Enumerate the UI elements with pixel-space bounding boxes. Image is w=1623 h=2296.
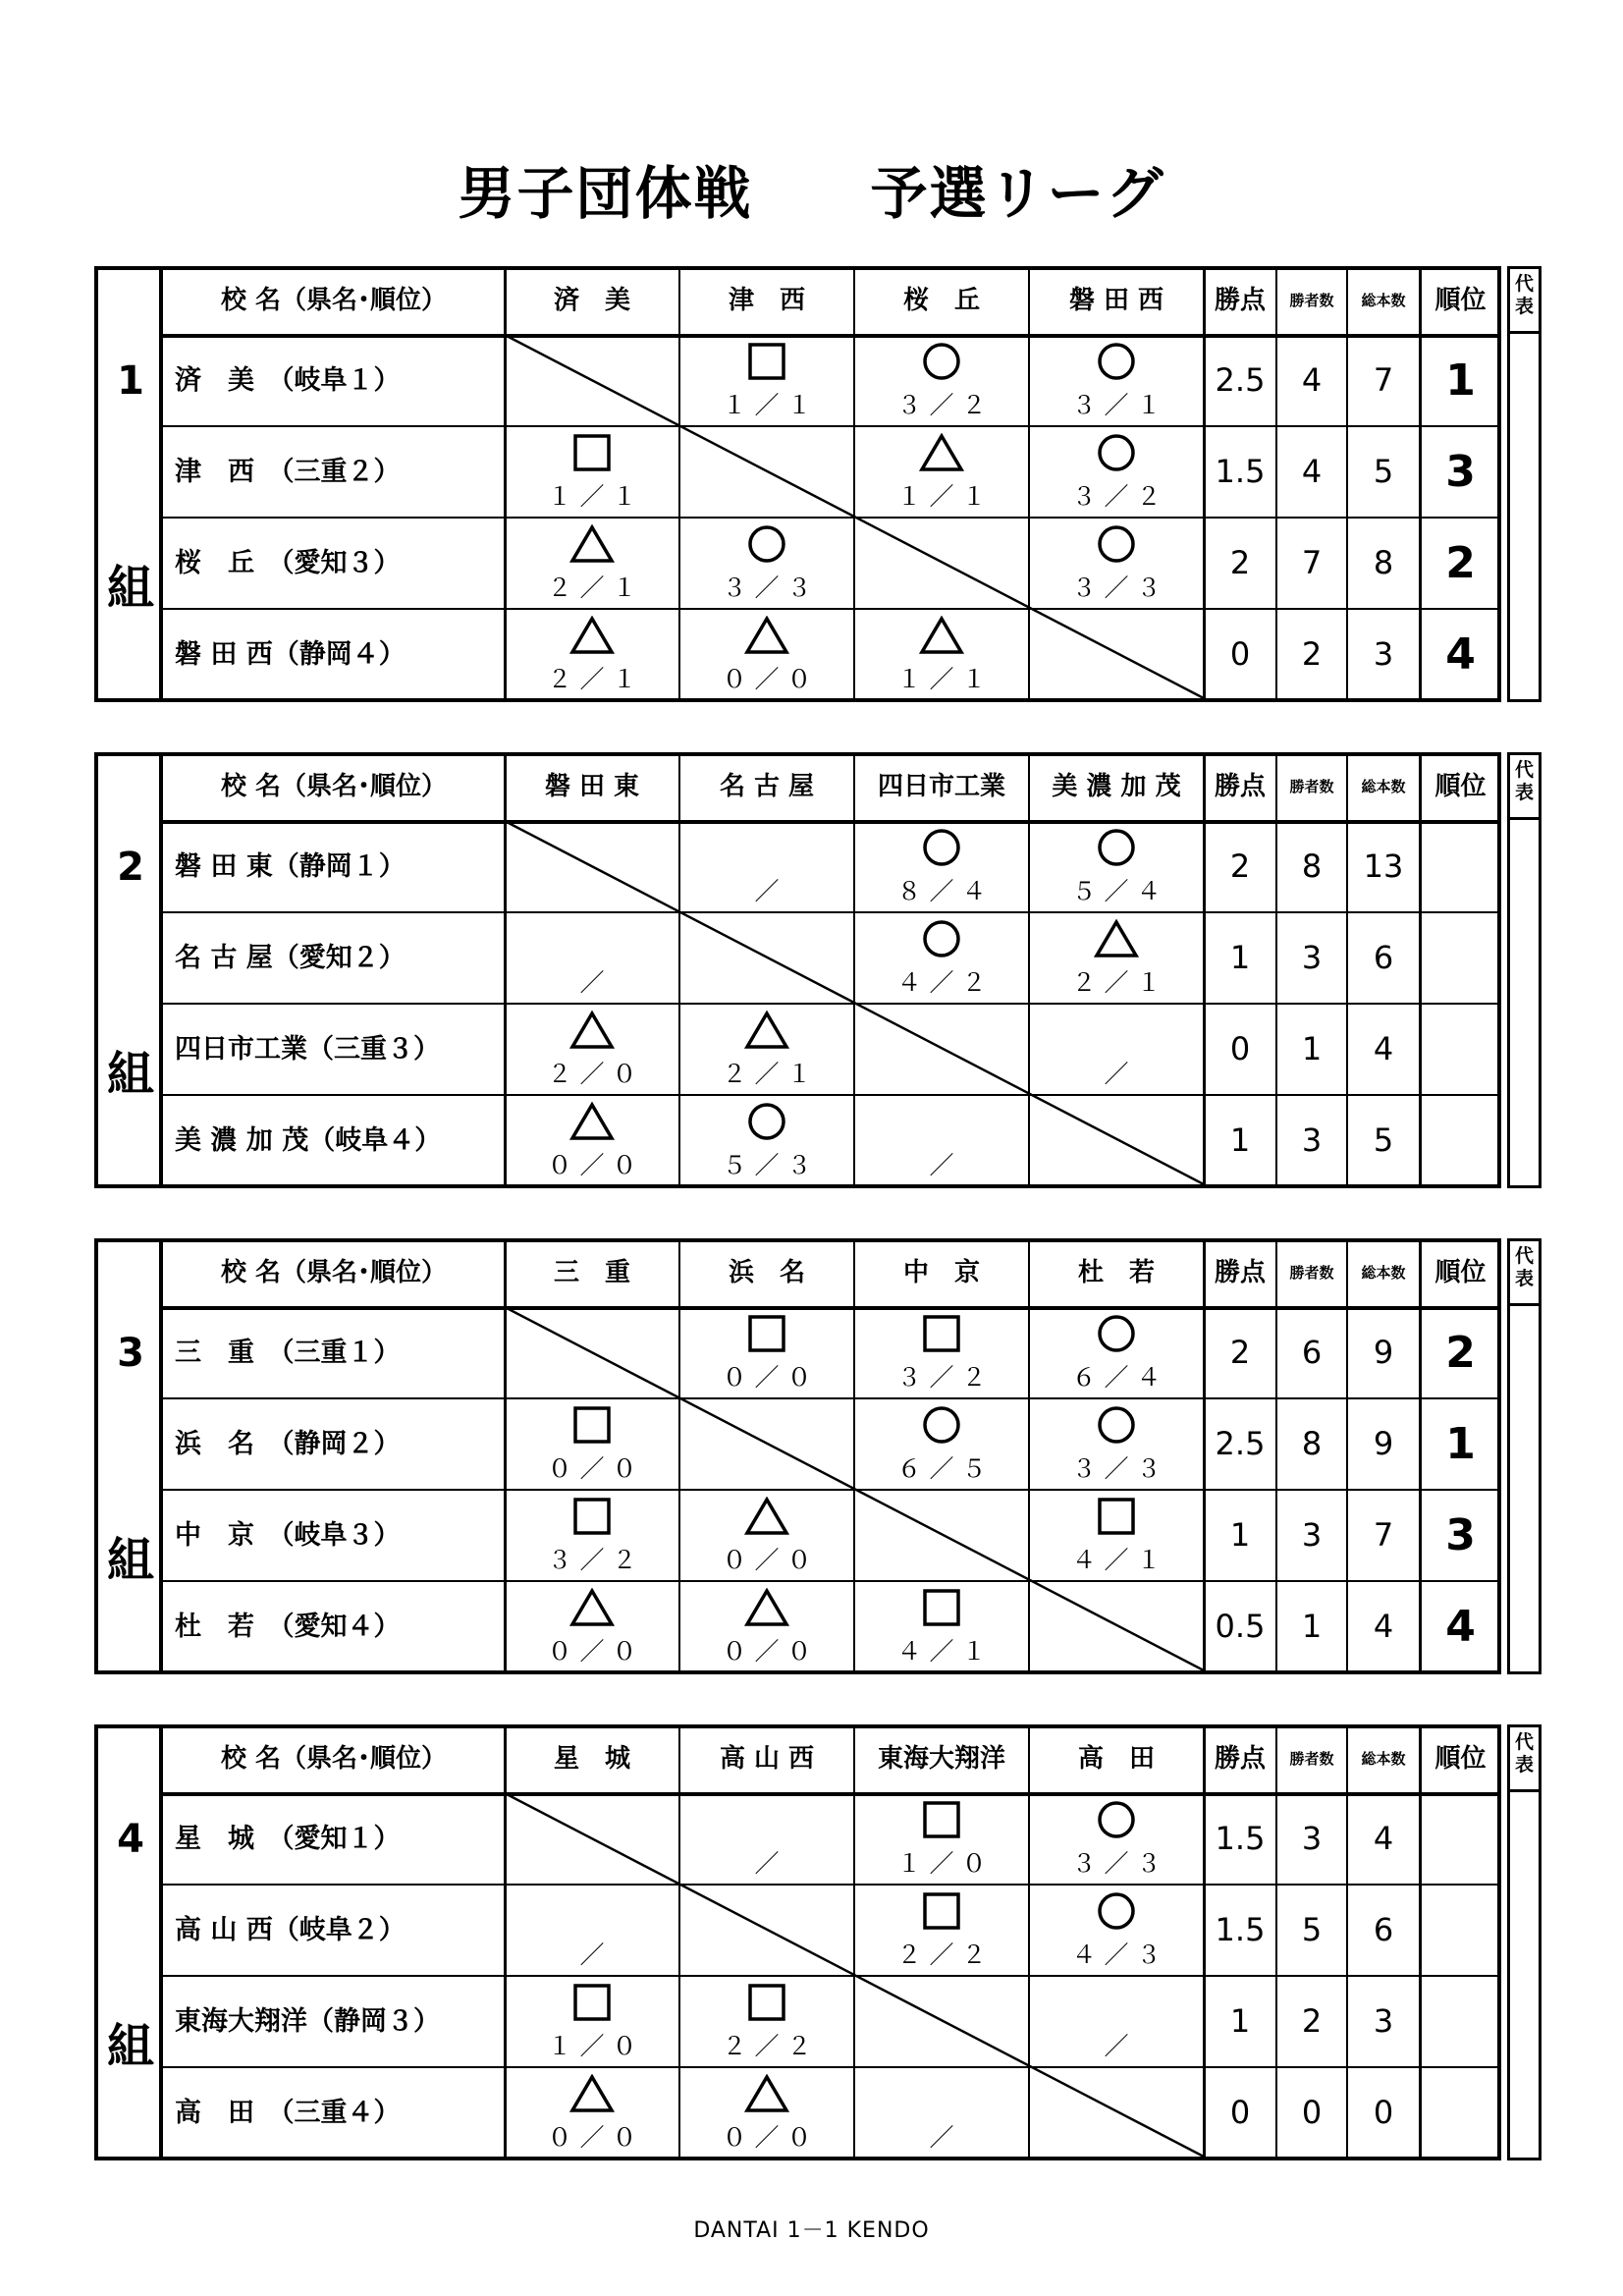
result-triangle-icon [917, 616, 966, 655]
result-triangle-icon [568, 524, 617, 564]
result-circle-icon [917, 1405, 966, 1445]
match-score: ４ ／ １ [1071, 1546, 1162, 1574]
winners-count: 8 [1301, 847, 1323, 885]
header-opponent: 美 濃 加 茂 [1052, 772, 1181, 801]
winners-count: 1 [1301, 1030, 1323, 1067]
league-table [94, 266, 1501, 702]
result-square-icon [917, 1314, 966, 1353]
representative-label: 代 表 [1514, 1245, 1534, 1289]
match-score: １ ／ １ [896, 665, 987, 693]
header-total-points: 総本数 [1361, 1264, 1406, 1282]
header-total-points: 総本数 [1361, 778, 1406, 795]
rank-value: 1 [1445, 355, 1476, 406]
result-circle-icon [1092, 433, 1141, 472]
header-winners: 勝者数 [1289, 1750, 1334, 1768]
win-points: 2.5 [1215, 361, 1266, 399]
win-points: 1.5 [1215, 453, 1266, 490]
match-score: ２ ／ １ [547, 574, 637, 602]
result-triangle-icon [917, 433, 966, 472]
representative-box [1507, 1238, 1542, 1674]
win-points: 2 [1229, 1334, 1251, 1371]
winners-count: 3 [1301, 1820, 1323, 1857]
win-points: 1.5 [1215, 1820, 1266, 1857]
win-points: 2 [1229, 847, 1251, 885]
row-divider [1510, 1789, 1539, 1792]
total-points: 5 [1373, 453, 1394, 490]
header-school-column: 校 名（県名･順位） [220, 772, 448, 801]
league-group-2 [94, 752, 1542, 1188]
total-points: 6 [1373, 939, 1394, 976]
representative-box [1507, 266, 1542, 702]
header-opponent: 杜 若 [1077, 1258, 1155, 1287]
group-kumi: 組 [106, 561, 154, 616]
school-name: 高 山 西（岐阜２） [175, 1915, 406, 1945]
match-score: １ ／ １ [547, 482, 637, 511]
school-name: 三 重 （三重１） [175, 1338, 401, 1368]
school-name: 杜 若 （愛知４） [175, 1612, 401, 1642]
match-score: ５ ／ ４ [1071, 877, 1162, 905]
winners-count: 0 [1301, 2094, 1323, 2131]
match-score: ２ ／ ２ [896, 1941, 987, 1969]
header-opponent: 津 西 [728, 286, 805, 315]
total-points: 9 [1373, 1334, 1394, 1371]
match-score: ２ ／ ０ [547, 1060, 637, 1088]
match-score: ０ ／ ０ [547, 1454, 637, 1483]
winners-count: 1 [1301, 1608, 1323, 1645]
winners-count: 2 [1301, 635, 1323, 673]
school-name: 名 古 屋（愛知２） [175, 943, 406, 973]
total-points: 7 [1373, 361, 1394, 399]
match-score: ０ ／ ０ [547, 2123, 637, 2152]
header-opponent: 済 美 [553, 286, 630, 315]
school-name: 美 濃 加 茂（岐阜４） [175, 1125, 442, 1156]
total-points: 0 [1373, 2094, 1394, 2131]
group-label [98, 1242, 163, 1670]
league-group-3 [94, 1238, 1542, 1674]
result-square-icon [917, 1588, 966, 1627]
match-score: ２ ／ １ [722, 1060, 812, 1088]
win-points: 1 [1229, 1516, 1251, 1554]
match-score: ３ ／ ３ [1071, 574, 1162, 602]
school-name: 星 城 （愛知１） [175, 1824, 401, 1854]
result-circle-icon [742, 1102, 791, 1141]
school-name: 四日市工業（三重３） [175, 1034, 440, 1065]
total-points: 13 [1363, 847, 1404, 885]
group-kumi: 組 [106, 2019, 154, 2074]
result-circle-icon [1092, 342, 1141, 381]
match-score: ／ [579, 1941, 605, 1969]
row-divider [1510, 1303, 1539, 1306]
match-score: ２ ／ １ [547, 665, 637, 693]
group-label [98, 270, 163, 698]
header-points: 勝点 [1214, 772, 1266, 801]
match-score: １ ／ １ [896, 482, 987, 511]
result-square-icon [742, 1314, 791, 1353]
result-circle-icon [742, 524, 791, 564]
match-score: ０ ／ ０ [722, 665, 812, 693]
result-square-icon [1092, 1497, 1141, 1536]
representative-box [1507, 752, 1542, 1188]
header-total-points: 総本数 [1361, 292, 1406, 309]
match-score: ６ ／ ４ [1071, 1363, 1162, 1392]
win-points: 2 [1229, 544, 1251, 581]
match-score: １ ／ ０ [547, 2032, 637, 2060]
result-square-icon [568, 1497, 617, 1536]
result-circle-icon [1092, 1314, 1141, 1353]
result-circle-icon [917, 342, 966, 381]
rank-value [1420, 1885, 1501, 1976]
match-score: ４ ／ １ [896, 1637, 987, 1666]
match-score: ／ [754, 877, 780, 905]
match-score: ３ ／ ３ [1071, 1849, 1162, 1878]
result-circle-icon [1092, 828, 1141, 867]
win-points: 2.5 [1215, 1425, 1266, 1462]
winners-count: 7 [1301, 544, 1323, 581]
match-score: ／ [929, 1151, 954, 1179]
rank-value [1420, 1793, 1501, 1885]
result-circle-icon [1092, 1800, 1141, 1839]
match-score: ２ ／ １ [1071, 968, 1162, 997]
header-points: 勝点 [1214, 286, 1266, 315]
group-label [98, 756, 163, 1184]
result-square-icon [568, 433, 617, 472]
result-triangle-icon [742, 2074, 791, 2113]
match-score: ３ ／ ２ [547, 1546, 637, 1574]
result-triangle-icon [742, 1011, 791, 1050]
winners-count: 3 [1301, 939, 1323, 976]
result-square-icon [568, 1405, 617, 1445]
header-rank: 順位 [1434, 1258, 1487, 1287]
result-square-icon [742, 1983, 791, 2022]
match-score: ４ ／ ２ [896, 968, 987, 997]
total-points: 3 [1373, 635, 1394, 673]
group-number: 2 [117, 845, 144, 890]
result-circle-icon [1092, 1405, 1141, 1445]
match-score: １ ／ １ [722, 391, 812, 419]
header-opponent: 東海大翔洋 [877, 1744, 1005, 1774]
winners-count: 4 [1301, 453, 1323, 490]
header-points: 勝点 [1214, 1744, 1266, 1774]
winners-count: 2 [1301, 2002, 1323, 2040]
header-opponent: 高 山 西 [719, 1744, 815, 1774]
rank-value: 3 [1445, 1510, 1476, 1560]
page-title: 男子団体戦 予選リーグ [458, 160, 1165, 227]
school-name: 磐 田 東（静岡１） [175, 851, 406, 882]
result-triangle-icon [1092, 919, 1141, 958]
representative-label: 代 表 [1514, 273, 1534, 317]
header-opponent: 四日市工業 [877, 772, 1005, 801]
rank-value: 1 [1445, 1419, 1476, 1469]
school-name: 東海大翔洋（静岡３） [175, 2006, 440, 2037]
rank-value [1420, 1976, 1501, 2067]
total-points: 4 [1373, 1030, 1394, 1067]
rank-value: 2 [1445, 538, 1476, 588]
result-triangle-icon [568, 2074, 617, 2113]
rank-value [1420, 2067, 1501, 2159]
winners-count: 8 [1301, 1425, 1323, 1462]
match-score: ０ ／ ０ [547, 1151, 637, 1179]
match-score: ０ ／ ０ [722, 2123, 812, 2152]
winners-count: 6 [1301, 1334, 1323, 1371]
result-square-icon [917, 1800, 966, 1839]
header-school-column: 校 名（県名･順位） [220, 1744, 448, 1774]
match-score: ３ ／ ３ [1071, 1454, 1162, 1483]
representative-box [1507, 1724, 1542, 2160]
match-score: ３ ／ ３ [722, 574, 812, 602]
rank-value [1420, 1004, 1501, 1095]
total-points: 3 [1373, 2002, 1394, 2040]
header-school-column: 校 名（県名･順位） [220, 1258, 448, 1287]
header-opponent: 浜 名 [728, 1258, 805, 1287]
league-group-4 [94, 1724, 1542, 2160]
match-score: ４ ／ ３ [1071, 1941, 1162, 1969]
result-triangle-icon [568, 1588, 617, 1627]
school-name: 磐 田 西（静岡４） [175, 639, 406, 670]
winners-count: 3 [1301, 1121, 1323, 1159]
match-score: ５ ／ ３ [722, 1151, 812, 1179]
representative-label: 代 表 [1514, 759, 1534, 803]
match-score: ／ [1104, 1060, 1129, 1088]
winners-count: 3 [1301, 1516, 1323, 1554]
match-score: ０ ／ ０ [722, 1363, 812, 1392]
result-triangle-icon [568, 1011, 617, 1050]
row-divider [1510, 817, 1539, 820]
match-score: ０ ／ ０ [722, 1637, 812, 1666]
total-points: 4 [1373, 1820, 1394, 1857]
group-label [98, 1728, 163, 2157]
win-points: 0.5 [1215, 1608, 1266, 1645]
total-points: 9 [1373, 1425, 1394, 1462]
result-circle-icon [917, 828, 966, 867]
header-rank: 順位 [1434, 1744, 1487, 1774]
school-name: 浜 名 （静岡２） [175, 1429, 401, 1459]
header-opponent: 磐 田 東 [544, 772, 640, 801]
rank-value: 4 [1445, 1602, 1476, 1652]
match-score: ８ ／ ４ [896, 877, 987, 905]
match-score: ／ [929, 2123, 954, 2152]
school-name: 高 田 （三重４） [175, 2098, 401, 2128]
result-triangle-icon [568, 1102, 617, 1141]
result-circle-icon [1092, 1891, 1141, 1931]
header-opponent: 星 城 [553, 1744, 630, 1774]
header-rank: 順位 [1434, 772, 1487, 801]
result-square-icon [568, 1983, 617, 2022]
total-points: 4 [1373, 1608, 1394, 1645]
win-points: 0 [1229, 1030, 1251, 1067]
win-points: 1 [1229, 2002, 1251, 2040]
header-opponent: 中 京 [902, 1258, 980, 1287]
result-circle-icon [1092, 524, 1141, 564]
rank-value [1420, 1095, 1501, 1186]
match-score: ０ ／ ０ [722, 1546, 812, 1574]
header-opponent: 三 重 [553, 1258, 630, 1287]
page-footer: DANTAI 1－1 KENDO [693, 2218, 930, 2243]
result-triangle-icon [742, 1588, 791, 1627]
result-triangle-icon [742, 616, 791, 655]
header-winners: 勝者数 [1289, 778, 1334, 795]
header-winners: 勝者数 [1289, 292, 1334, 309]
representative-label: 代 表 [1514, 1731, 1534, 1776]
total-points: 7 [1373, 1516, 1394, 1554]
group-kumi: 組 [106, 1533, 154, 1588]
group-number: 4 [117, 1817, 144, 1862]
league-table [94, 1238, 1501, 1674]
match-score: ３ ／ ２ [896, 1363, 987, 1392]
result-circle-icon [917, 919, 966, 958]
league-table [94, 752, 1501, 1188]
match-score: ３ ／ １ [1071, 391, 1162, 419]
match-score: ３ ／ ２ [1071, 482, 1162, 511]
total-points: 5 [1373, 1121, 1394, 1159]
win-points: 1 [1229, 1121, 1251, 1159]
result-triangle-icon [568, 616, 617, 655]
match-score: ／ [754, 1849, 780, 1878]
rank-value: 3 [1445, 447, 1476, 497]
header-rank: 順位 [1434, 286, 1487, 315]
header-points: 勝点 [1214, 1258, 1266, 1287]
group-number: 3 [117, 1331, 144, 1376]
result-square-icon [917, 1891, 966, 1931]
rank-value: 2 [1445, 1328, 1476, 1378]
rank-value [1420, 912, 1501, 1004]
match-score: ０ ／ ０ [547, 1637, 637, 1666]
school-name: 済 美 （岐阜１） [175, 365, 401, 396]
header-school-column: 校 名（県名･順位） [220, 286, 448, 315]
header-total-points: 総本数 [1361, 1750, 1406, 1768]
league-group-1 [94, 266, 1542, 702]
header-winners: 勝者数 [1289, 1264, 1334, 1282]
win-points: 0 [1229, 635, 1251, 673]
win-points: 1 [1229, 939, 1251, 976]
school-name: 津 西 （三重２） [175, 457, 401, 487]
header-opponent: 高 田 [1077, 1744, 1155, 1774]
win-points: 0 [1229, 2094, 1251, 2131]
total-points: 6 [1373, 1911, 1394, 1948]
group-number: 1 [117, 358, 144, 404]
win-points: 1.5 [1215, 1911, 1266, 1948]
match-score: １ ／ ０ [896, 1849, 987, 1878]
league-table [94, 1724, 1501, 2160]
match-score: ／ [579, 968, 605, 997]
header-opponent: 桜 丘 [902, 286, 980, 315]
school-name: 桜 丘 （愛知３） [175, 548, 401, 578]
header-opponent: 名 古 屋 [719, 772, 815, 801]
winners-count: 5 [1301, 1911, 1323, 1948]
match-score: ２ ／ ２ [722, 2032, 812, 2060]
rank-value: 4 [1445, 629, 1476, 680]
row-divider [1510, 331, 1539, 334]
winners-count: 4 [1301, 361, 1323, 399]
group-kumi: 組 [106, 1047, 154, 1102]
total-points: 8 [1373, 544, 1394, 581]
school-name: 中 京 （岐阜３） [175, 1520, 401, 1551]
header-opponent: 磐 田 西 [1068, 286, 1164, 315]
rank-value [1420, 821, 1501, 912]
result-square-icon [742, 342, 791, 381]
match-score: ６ ／ ５ [896, 1454, 987, 1483]
match-score: ３ ／ ２ [896, 391, 987, 419]
result-triangle-icon [742, 1497, 791, 1536]
match-score: ／ [1104, 2032, 1129, 2060]
